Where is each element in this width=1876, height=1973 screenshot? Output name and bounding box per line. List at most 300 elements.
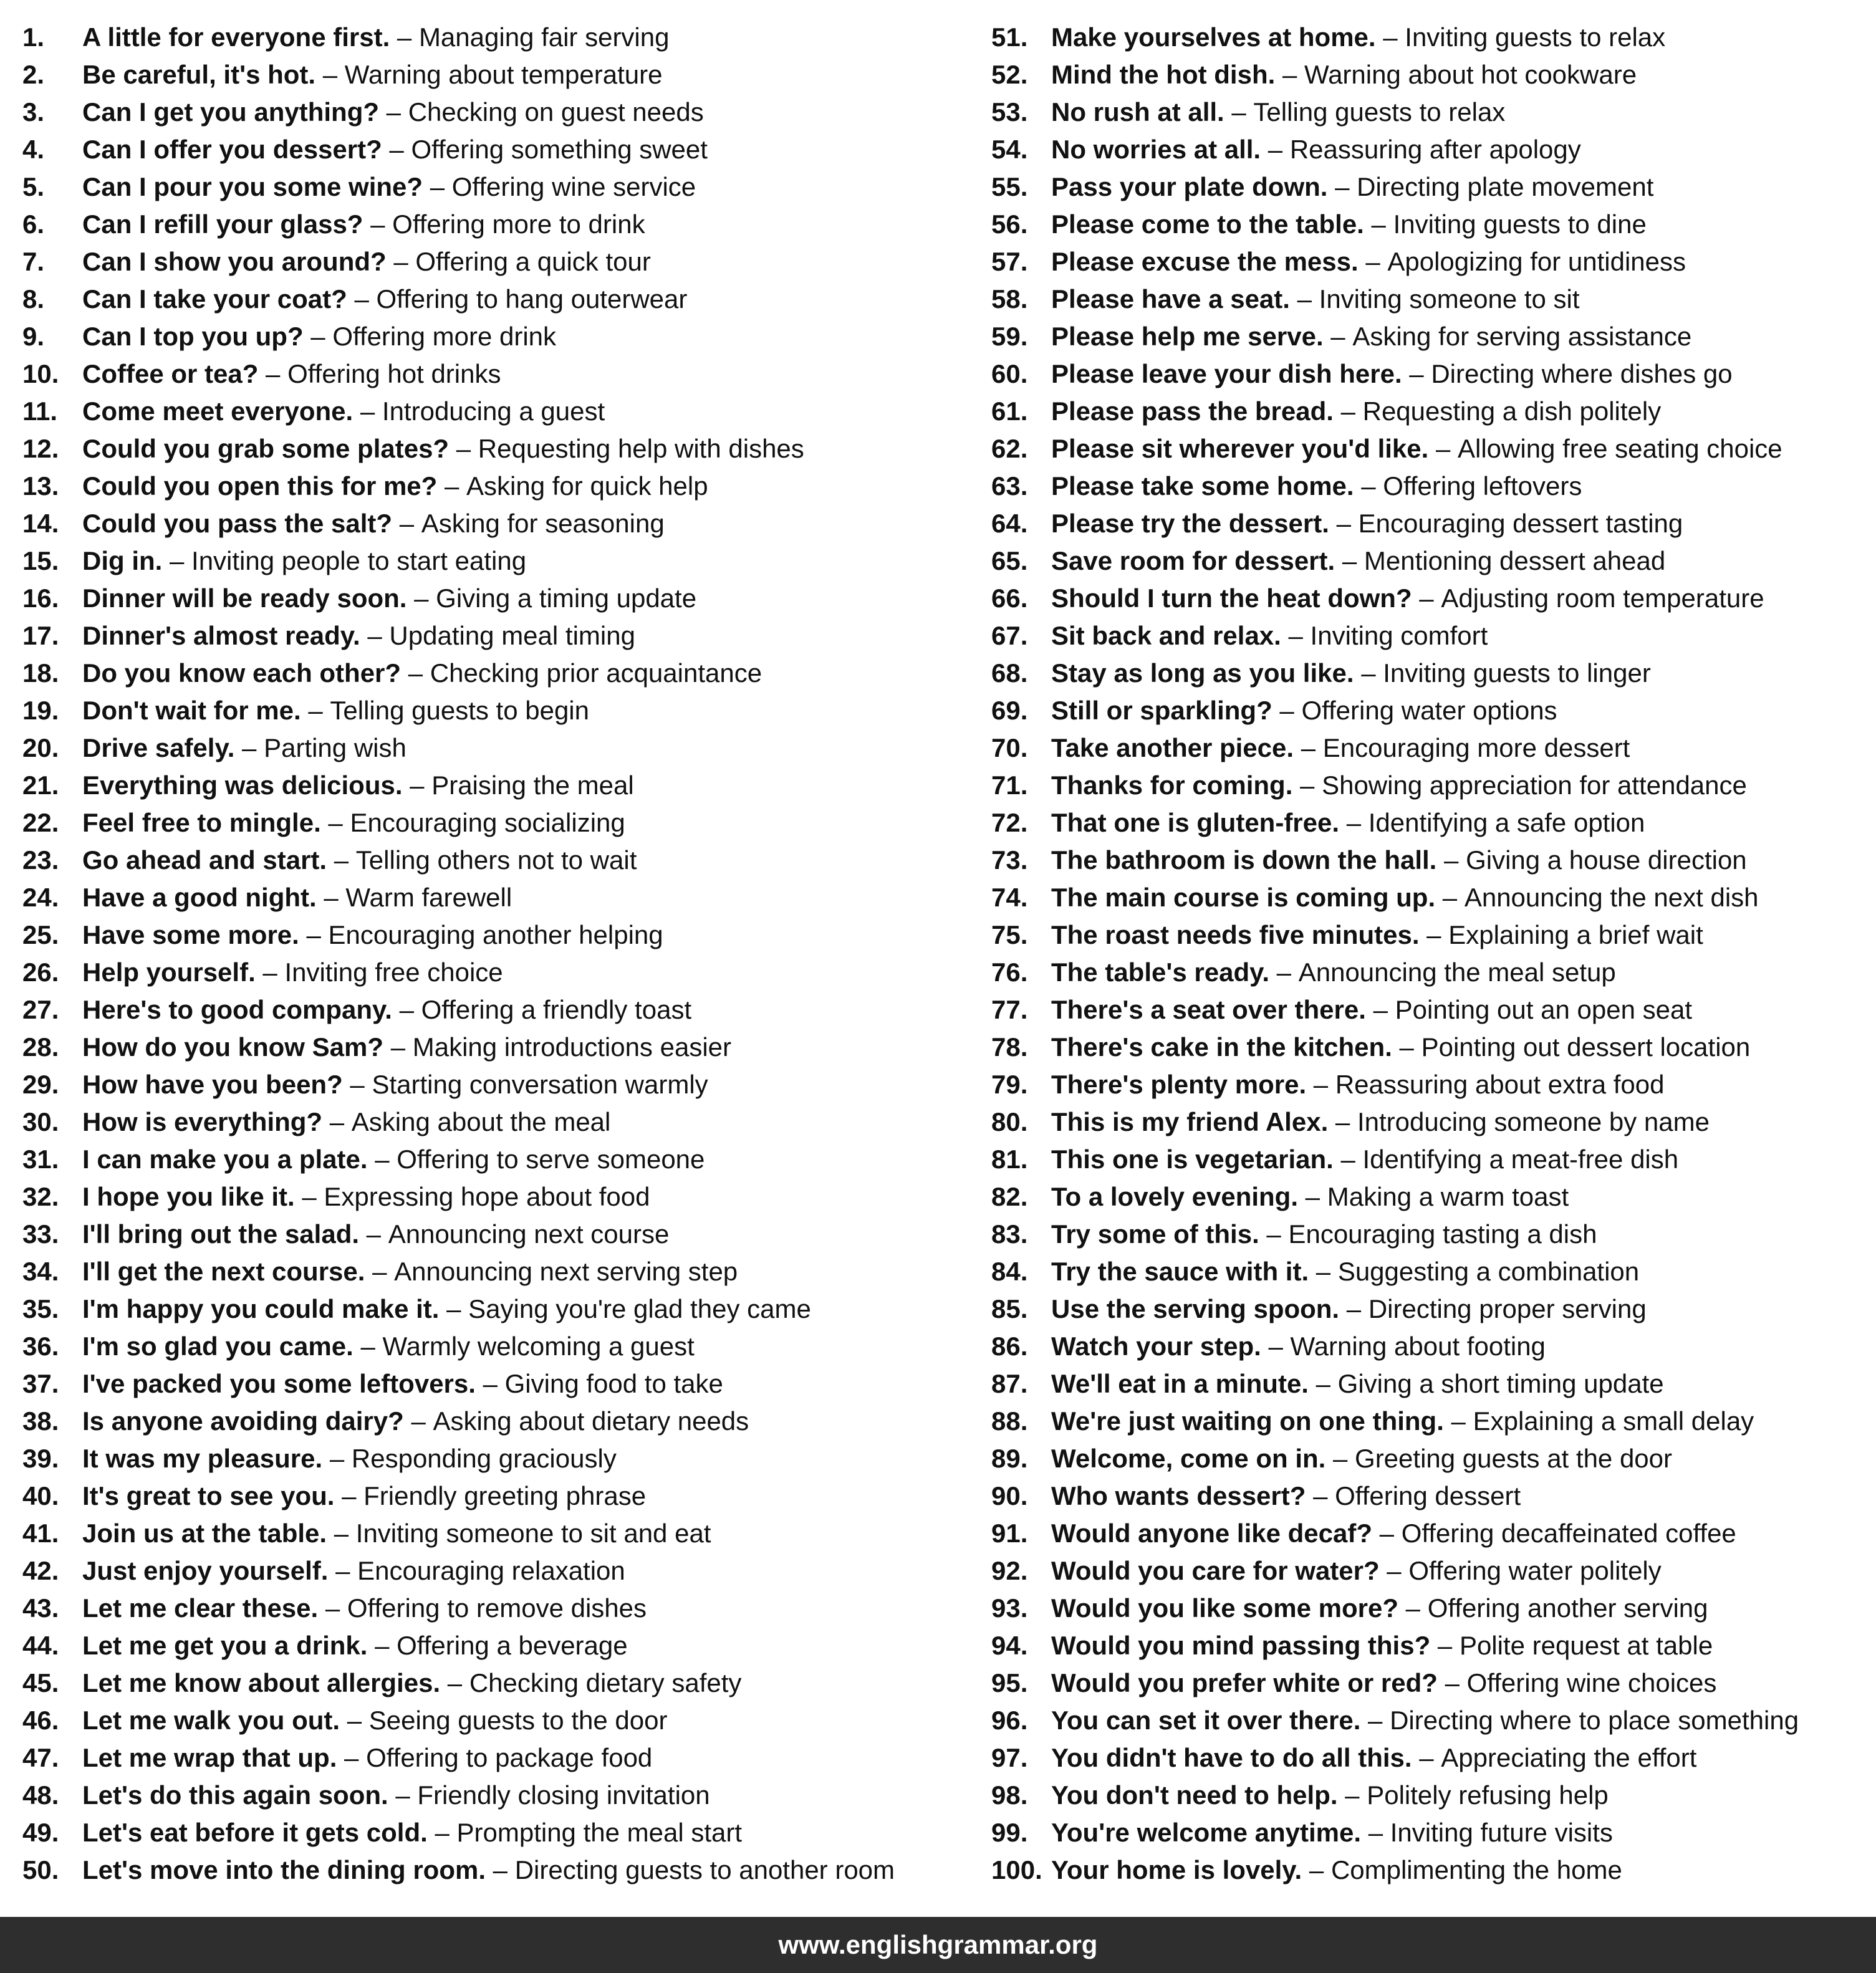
item-description: Directing plate movement bbox=[1357, 172, 1654, 201]
item-number: 15. bbox=[22, 546, 59, 575]
list-item bbox=[22, 1590, 983, 1627]
item-separator: – bbox=[1358, 247, 1388, 276]
item-description: Offering leftovers bbox=[1383, 471, 1582, 501]
item-number: 66. bbox=[991, 583, 1028, 613]
item-description: Encouraging another helping bbox=[328, 920, 663, 949]
item-separator: – bbox=[1328, 1107, 1357, 1136]
item-number: 24. bbox=[22, 883, 59, 912]
item-number: 35. bbox=[22, 1294, 59, 1323]
item-description: Offering more to drink bbox=[392, 209, 645, 239]
item-description: Inviting someone to sit and eat bbox=[355, 1519, 711, 1548]
item-separator: – bbox=[382, 135, 411, 164]
phrase-column-left bbox=[22, 19, 983, 1889]
list-item bbox=[991, 1253, 1870, 1290]
item-number: 64. bbox=[991, 509, 1028, 538]
item-description: Managing fair serving bbox=[418, 22, 670, 52]
item-number: 89. bbox=[991, 1444, 1028, 1473]
item-description: Offering something sweet bbox=[411, 135, 708, 164]
item-description: Checking on guest needs bbox=[408, 97, 704, 127]
item-description: Offering to hang outerwear bbox=[376, 284, 688, 314]
item-number: 16. bbox=[22, 583, 59, 613]
item-description: Offering wine choices bbox=[1466, 1668, 1717, 1697]
item-separator: – bbox=[1375, 22, 1405, 52]
item-number: 93. bbox=[991, 1593, 1028, 1623]
item-separator: – bbox=[1333, 396, 1363, 426]
list-item bbox=[991, 1216, 1870, 1253]
item-description: Appreciating the effort bbox=[1441, 1743, 1697, 1772]
item-phrase: Here's to good company. bbox=[82, 995, 392, 1024]
item-phrase: Don't wait for me. bbox=[82, 696, 301, 725]
item-description: Introducing a guest bbox=[382, 396, 605, 426]
list-item bbox=[991, 505, 1870, 542]
item-separator: – bbox=[1435, 883, 1465, 912]
item-description: Explaining a small delay bbox=[1473, 1406, 1754, 1436]
item-phrase: Watch your step. bbox=[1051, 1332, 1261, 1361]
item-number: 27. bbox=[22, 995, 59, 1024]
item-phrase: Do you know each other? bbox=[82, 658, 402, 688]
item-description: Responding graciously bbox=[351, 1444, 617, 1473]
item-number: 71. bbox=[991, 770, 1028, 800]
item-number: 38. bbox=[22, 1406, 59, 1436]
list-item bbox=[22, 281, 983, 318]
item-phrase: Your home is lovely. bbox=[1051, 1855, 1302, 1884]
item-phrase: No rush at all. bbox=[1051, 97, 1224, 127]
item-separator: – bbox=[365, 1257, 395, 1286]
list-item bbox=[22, 430, 983, 468]
list-item bbox=[991, 1066, 1870, 1103]
item-description: Identifying a safe option bbox=[1368, 808, 1645, 837]
item-description: Inviting someone to sit bbox=[1319, 284, 1580, 314]
item-number: 76. bbox=[991, 958, 1028, 987]
item-separator: – bbox=[449, 434, 478, 463]
item-number: 14. bbox=[22, 509, 59, 538]
list-item bbox=[991, 1590, 1870, 1627]
list-item bbox=[22, 1814, 983, 1851]
item-phrase: Would anyone like decaf? bbox=[1051, 1519, 1372, 1548]
item-phrase: Please excuse the mess. bbox=[1051, 247, 1359, 276]
list-item bbox=[991, 1328, 1870, 1365]
item-separator: – bbox=[322, 1107, 352, 1136]
item-separator: – bbox=[1430, 1631, 1460, 1660]
item-number: 9. bbox=[22, 322, 45, 351]
list-item bbox=[22, 1178, 983, 1216]
item-separator: – bbox=[328, 1556, 358, 1585]
list-item bbox=[22, 1365, 983, 1403]
list-item bbox=[991, 879, 1870, 916]
item-phrase: Welcome, come on in. bbox=[1051, 1444, 1326, 1473]
item-phrase: Should I turn the heat down? bbox=[1051, 583, 1412, 613]
item-number: 3. bbox=[22, 97, 45, 127]
item-number: 97. bbox=[991, 1743, 1028, 1772]
item-description: Giving a short timing update bbox=[1337, 1369, 1664, 1398]
list-item bbox=[22, 1777, 983, 1814]
item-phrase: This is my friend Alex. bbox=[1051, 1107, 1329, 1136]
item-number: 23. bbox=[22, 845, 59, 875]
item-separator: – bbox=[334, 1481, 364, 1510]
item-number: 73. bbox=[991, 845, 1028, 875]
item-phrase: You can set it over there. bbox=[1051, 1706, 1361, 1735]
item-description: Encouraging dessert tasting bbox=[1358, 509, 1683, 538]
item-phrase: Let me wrap that up. bbox=[82, 1743, 337, 1772]
item-separator: – bbox=[1339, 808, 1369, 837]
item-phrase: That one is gluten-free. bbox=[1051, 808, 1340, 837]
list-item bbox=[22, 1739, 983, 1777]
list-item bbox=[991, 243, 1870, 281]
item-description: Mentioning dessert ahead bbox=[1364, 546, 1666, 575]
list-item bbox=[22, 168, 983, 206]
item-separator: – bbox=[427, 1818, 457, 1847]
item-description: Warm farewell bbox=[345, 883, 512, 912]
item-number: 11. bbox=[22, 396, 58, 426]
item-number: 1. bbox=[22, 22, 45, 52]
phrase-column-right bbox=[991, 19, 1870, 1889]
item-number: 42. bbox=[22, 1556, 59, 1585]
item-separator: – bbox=[1372, 1519, 1402, 1548]
item-description: Complimenting the home bbox=[1330, 1855, 1622, 1884]
list-item bbox=[22, 1141, 983, 1178]
item-description: Making introductions easier bbox=[412, 1032, 731, 1062]
item-number: 33. bbox=[22, 1219, 59, 1249]
list-item bbox=[22, 804, 983, 842]
item-separator: – bbox=[327, 845, 356, 875]
list-item bbox=[991, 393, 1870, 430]
item-separator: – bbox=[401, 658, 430, 688]
item-number: 62. bbox=[991, 434, 1028, 463]
item-separator: – bbox=[301, 696, 330, 725]
item-phrase: To a lovely evening. bbox=[1051, 1182, 1299, 1211]
list-item bbox=[22, 1515, 983, 1552]
item-number: 29. bbox=[22, 1070, 59, 1099]
item-phrase: No worries at all. bbox=[1051, 135, 1261, 164]
item-number: 21. bbox=[22, 770, 59, 800]
item-phrase: Mind the hot dish. bbox=[1051, 60, 1276, 89]
item-separator: – bbox=[1333, 1145, 1363, 1174]
item-number: 26. bbox=[22, 958, 59, 987]
item-number: 55. bbox=[991, 172, 1028, 201]
item-phrase: Use the serving spoon. bbox=[1051, 1294, 1340, 1323]
item-phrase: How do you know Sam? bbox=[82, 1032, 384, 1062]
item-phrase: Let me know about allergies. bbox=[82, 1668, 441, 1697]
item-separator: – bbox=[1323, 322, 1353, 351]
item-separator: – bbox=[440, 1668, 469, 1697]
item-separator: – bbox=[392, 995, 421, 1024]
item-description: Giving food to take bbox=[504, 1369, 723, 1398]
list-item bbox=[991, 206, 1870, 243]
item-separator: – bbox=[1379, 1556, 1409, 1585]
item-description: Identifying a meat-free dish bbox=[1362, 1145, 1679, 1174]
item-description: Encouraging socializing bbox=[350, 808, 625, 837]
item-description: Directing where to place something bbox=[1390, 1706, 1799, 1735]
item-number: 100. bbox=[991, 1855, 1042, 1884]
item-phrase: You didn't have to do all this. bbox=[1051, 1743, 1412, 1772]
list-item bbox=[991, 318, 1870, 355]
item-description: Announcing the next dish bbox=[1464, 883, 1759, 912]
item-description: Explaining a brief wait bbox=[1448, 920, 1703, 949]
item-separator: – bbox=[1294, 733, 1323, 762]
item-number: 79. bbox=[991, 1070, 1028, 1099]
item-phrase: Who wants dessert? bbox=[1051, 1481, 1306, 1510]
item-number: 44. bbox=[22, 1631, 59, 1660]
item-number: 88. bbox=[991, 1406, 1028, 1436]
item-separator: – bbox=[392, 509, 421, 538]
item-description: Giving a house direction bbox=[1466, 845, 1747, 875]
item-description: Expressing hope about food bbox=[324, 1182, 650, 1211]
item-separator: – bbox=[1365, 995, 1395, 1024]
item-number: 80. bbox=[991, 1107, 1028, 1136]
item-phrase: I can make you a plate. bbox=[82, 1145, 368, 1174]
item-separator: – bbox=[386, 247, 416, 276]
item-description: Asking for serving assistance bbox=[1352, 322, 1692, 351]
item-phrase: A little for everyone first. bbox=[82, 22, 390, 52]
item-number: 68. bbox=[991, 658, 1028, 688]
item-phrase: Try the sauce with it. bbox=[1051, 1257, 1309, 1286]
item-number: 84. bbox=[991, 1257, 1028, 1286]
item-number: 13. bbox=[22, 471, 59, 501]
item-description: Offering water politely bbox=[1408, 1556, 1662, 1585]
item-phrase: Can I pour you some wine? bbox=[82, 172, 423, 201]
item-phrase: Join us at the table. bbox=[82, 1519, 327, 1548]
item-description: Prompting the meal start bbox=[456, 1818, 743, 1847]
list-item bbox=[991, 131, 1870, 168]
item-number: 36. bbox=[22, 1332, 59, 1361]
item-description: Requesting help with dishes bbox=[478, 434, 804, 463]
item-separator: – bbox=[437, 471, 467, 501]
item-phrase: The main course is coming up. bbox=[1051, 883, 1436, 912]
footer-url: www.englishgrammar.org bbox=[778, 1930, 1098, 1959]
item-separator: – bbox=[294, 1182, 324, 1211]
item-description: Offering to serve someone bbox=[397, 1145, 705, 1174]
list-item bbox=[991, 1814, 1870, 1851]
list-item bbox=[991, 355, 1870, 393]
item-description: Making a warm toast bbox=[1327, 1182, 1569, 1211]
item-separator: – bbox=[353, 1332, 383, 1361]
item-number: 43. bbox=[22, 1593, 59, 1623]
item-phrase: Let's move into the dining room. bbox=[82, 1855, 486, 1884]
list-item bbox=[22, 1216, 983, 1253]
item-phrase: Can I take your coat? bbox=[82, 284, 347, 314]
item-phrase: Make yourselves at home. bbox=[1051, 22, 1376, 52]
item-number: 58. bbox=[991, 284, 1028, 314]
item-number: 72. bbox=[991, 808, 1028, 837]
item-separator: – bbox=[1361, 1818, 1390, 1847]
item-separator: – bbox=[1428, 434, 1458, 463]
item-separator: – bbox=[1292, 770, 1322, 800]
item-description: Offering to package food bbox=[366, 1743, 653, 1772]
list-item bbox=[991, 1403, 1870, 1440]
item-separator: – bbox=[353, 396, 382, 426]
item-phrase: Can I offer you dessert? bbox=[82, 135, 382, 164]
item-separator: – bbox=[367, 1145, 397, 1174]
item-separator: – bbox=[1419, 920, 1449, 949]
list-item bbox=[22, 468, 983, 505]
item-number: 77. bbox=[991, 995, 1028, 1024]
item-separator: – bbox=[1329, 509, 1359, 538]
item-separator: – bbox=[1364, 209, 1393, 239]
item-separator: – bbox=[379, 97, 408, 127]
item-number: 91. bbox=[991, 1519, 1028, 1548]
item-description: Suggesting a combination bbox=[1337, 1257, 1640, 1286]
item-description: Encouraging relaxation bbox=[357, 1556, 625, 1585]
item-description: Friendly closing invitation bbox=[417, 1780, 710, 1810]
item-description: Telling guests to begin bbox=[330, 696, 589, 725]
item-separator: – bbox=[1261, 135, 1290, 164]
item-separator: – bbox=[303, 322, 333, 351]
item-description: Offering a beverage bbox=[397, 1631, 628, 1660]
item-separator: – bbox=[1306, 1481, 1335, 1510]
item-description: Politely refusing help bbox=[1367, 1780, 1609, 1810]
footer-website-banner bbox=[0, 1917, 1876, 1973]
list-item bbox=[22, 355, 983, 393]
item-number: 31. bbox=[22, 1145, 59, 1174]
item-description: Saying you're glad they came bbox=[468, 1294, 811, 1323]
item-number: 51. bbox=[991, 22, 1028, 52]
list-item bbox=[991, 1103, 1870, 1141]
item-description: Offering a friendly toast bbox=[421, 995, 692, 1024]
item-description: Reassuring about extra food bbox=[1335, 1070, 1665, 1099]
item-number: 22. bbox=[22, 808, 59, 837]
item-number: 81. bbox=[991, 1145, 1028, 1174]
list-item bbox=[22, 767, 983, 804]
item-separator: – bbox=[342, 1070, 372, 1099]
item-description: Inviting future visits bbox=[1390, 1818, 1613, 1847]
item-separator: – bbox=[255, 958, 285, 987]
item-description: Pointing out dessert location bbox=[1421, 1032, 1751, 1062]
item-number: 48. bbox=[22, 1780, 59, 1810]
item-phrase: Is anyone avoiding dairy? bbox=[82, 1406, 404, 1436]
item-description: Inviting people to start eating bbox=[191, 546, 527, 575]
item-number: 65. bbox=[991, 546, 1028, 575]
item-number: 19. bbox=[22, 696, 59, 725]
item-number: 50. bbox=[22, 1855, 59, 1884]
list-item bbox=[22, 56, 983, 94]
list-item bbox=[22, 617, 983, 655]
item-phrase: The roast needs five minutes. bbox=[1051, 920, 1420, 949]
item-number: 63. bbox=[991, 471, 1028, 501]
item-phrase: Save room for dessert. bbox=[1051, 546, 1335, 575]
item-description: Inviting guests to linger bbox=[1383, 658, 1651, 688]
item-description: Inviting guests to dine bbox=[1393, 209, 1647, 239]
list-item bbox=[22, 879, 983, 916]
item-phrase: Can I get you anything? bbox=[82, 97, 380, 127]
item-description: Offering another serving bbox=[1427, 1593, 1708, 1623]
item-number: 5. bbox=[22, 172, 45, 201]
item-separator: – bbox=[475, 1369, 505, 1398]
item-phrase: Can I show you around? bbox=[82, 247, 387, 276]
item-phrase: Try some of this. bbox=[1051, 1219, 1259, 1249]
item-description: Starting conversation warmly bbox=[372, 1070, 708, 1099]
list-item bbox=[991, 1029, 1870, 1066]
item-separator: – bbox=[1437, 1668, 1467, 1697]
item-phrase: Have a good night. bbox=[82, 883, 317, 912]
item-description: Greeting guests at the door bbox=[1355, 1444, 1673, 1473]
item-separator: – bbox=[1269, 958, 1299, 987]
list-item bbox=[991, 1440, 1870, 1477]
item-number: 82. bbox=[991, 1182, 1028, 1211]
item-description: Warning about footing bbox=[1290, 1332, 1546, 1361]
item-number: 96. bbox=[991, 1706, 1028, 1735]
list-item bbox=[991, 580, 1870, 617]
list-item bbox=[991, 56, 1870, 94]
item-description: Introducing someone by name bbox=[1357, 1107, 1710, 1136]
item-phrase: There's a seat over there. bbox=[1051, 995, 1366, 1024]
list-item bbox=[991, 1515, 1870, 1552]
item-number: 39. bbox=[22, 1444, 59, 1473]
item-description: Offering dessert bbox=[1335, 1481, 1521, 1510]
item-phrase: How is everything? bbox=[82, 1107, 323, 1136]
list-item bbox=[22, 1328, 983, 1365]
item-separator: – bbox=[1398, 1593, 1428, 1623]
item-separator: – bbox=[340, 1706, 369, 1735]
item-phrase: It was my pleasure. bbox=[82, 1444, 323, 1473]
item-description: Directing proper serving bbox=[1368, 1294, 1647, 1323]
list-item bbox=[991, 617, 1870, 655]
item-separator: – bbox=[1443, 1406, 1473, 1436]
item-separator: – bbox=[1306, 1070, 1335, 1099]
list-item bbox=[22, 842, 983, 879]
item-phrase: Could you pass the salt? bbox=[82, 509, 393, 538]
item-number: 85. bbox=[991, 1294, 1028, 1323]
item-number: 98. bbox=[991, 1780, 1028, 1810]
list-item bbox=[22, 1477, 983, 1515]
item-separator: – bbox=[359, 1219, 388, 1249]
item-description: Announcing next serving step bbox=[394, 1257, 738, 1286]
list-item bbox=[991, 542, 1870, 580]
list-item bbox=[991, 1178, 1870, 1216]
item-separator: – bbox=[383, 1032, 413, 1062]
list-item bbox=[22, 131, 983, 168]
item-phrase: Feel free to mingle. bbox=[82, 808, 321, 837]
item-number: 99. bbox=[991, 1818, 1028, 1847]
list-item bbox=[991, 1777, 1870, 1814]
item-description: Encouraging tasting a dish bbox=[1288, 1219, 1597, 1249]
item-number: 2. bbox=[22, 60, 45, 89]
list-item bbox=[991, 468, 1870, 505]
item-description: Adjusting room temperature bbox=[1441, 583, 1764, 613]
item-number: 28. bbox=[22, 1032, 59, 1062]
list-item bbox=[22, 729, 983, 767]
item-phrase: There's cake in the kitchen. bbox=[1051, 1032, 1392, 1062]
item-description: Giving a timing update bbox=[436, 583, 697, 613]
item-separator: – bbox=[1354, 471, 1383, 501]
item-phrase: Help yourself. bbox=[82, 958, 256, 987]
item-description: Reassuring after apology bbox=[1289, 135, 1581, 164]
list-item bbox=[22, 1029, 983, 1066]
item-phrase: Everything was delicious. bbox=[82, 770, 403, 800]
item-phrase: I'm happy you could make it. bbox=[82, 1294, 440, 1323]
list-item bbox=[991, 430, 1870, 468]
item-number: 6. bbox=[22, 209, 45, 239]
list-item bbox=[22, 1403, 983, 1440]
item-description: Friendly greeting phrase bbox=[363, 1481, 647, 1510]
item-description: Asking for seasoning bbox=[421, 509, 665, 538]
list-item bbox=[991, 692, 1870, 729]
item-separator: – bbox=[315, 60, 345, 89]
list-item bbox=[22, 916, 983, 954]
item-phrase: Let me walk you out. bbox=[82, 1706, 340, 1735]
item-number: 90. bbox=[991, 1481, 1028, 1510]
item-description: Warning about temperature bbox=[344, 60, 663, 89]
list-item bbox=[22, 1627, 983, 1664]
item-number: 32. bbox=[22, 1182, 59, 1211]
item-number: 92. bbox=[991, 1556, 1028, 1585]
item-number: 20. bbox=[22, 733, 59, 762]
item-separator: – bbox=[388, 1780, 418, 1810]
item-phrase: Let me get you a drink. bbox=[82, 1631, 368, 1660]
list-item bbox=[22, 206, 983, 243]
item-phrase: Would you prefer white or red? bbox=[1051, 1668, 1438, 1697]
item-phrase: Let's eat before it gets cold. bbox=[82, 1818, 428, 1847]
item-separator: – bbox=[234, 733, 264, 762]
